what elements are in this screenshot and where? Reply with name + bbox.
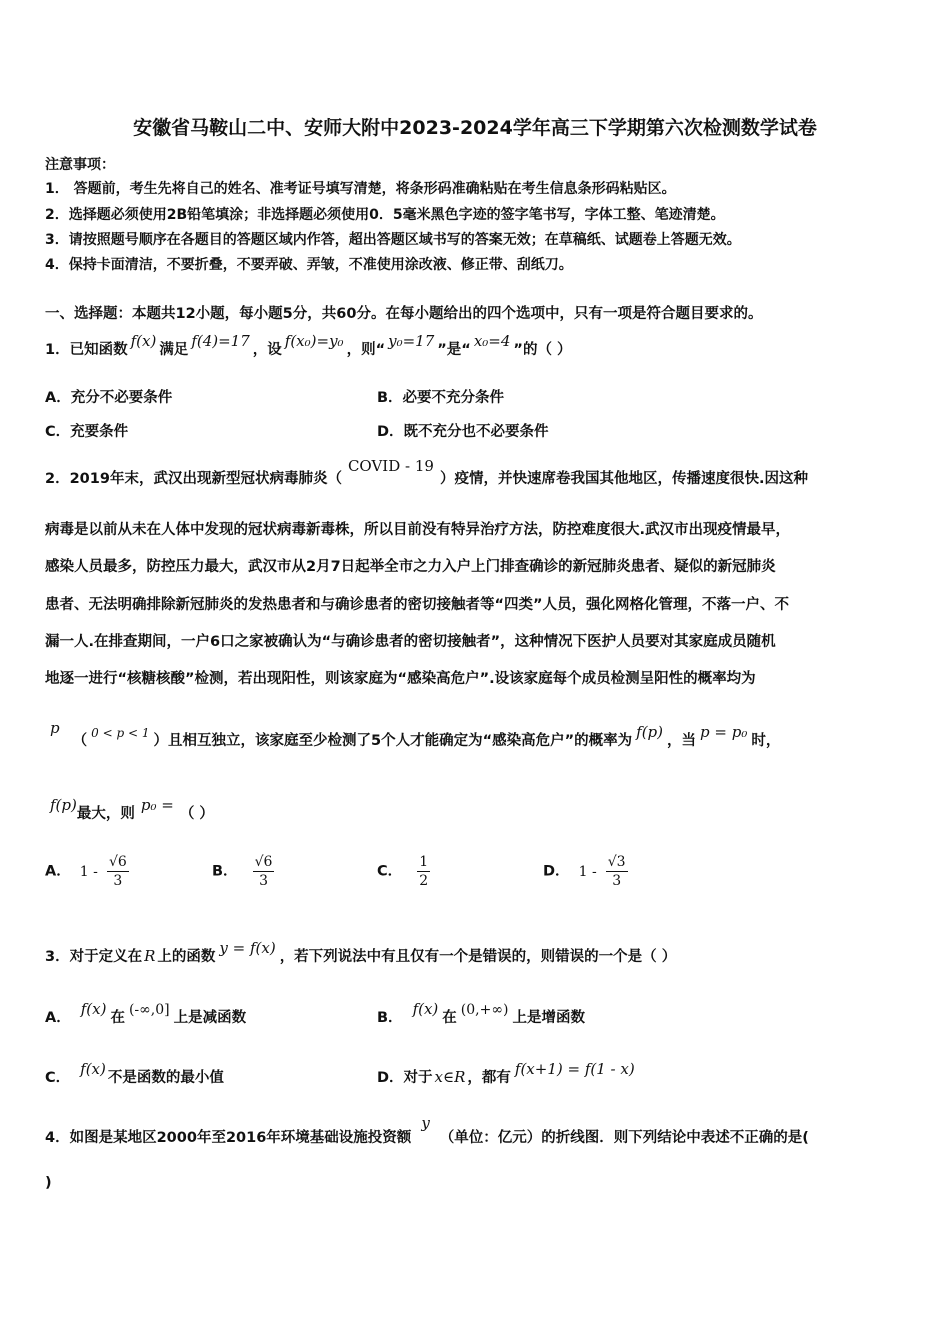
q2-math-fp: f(p) xyxy=(50,796,77,814)
q3-option-b[interactable] xyxy=(377,1000,585,1027)
option-text: 上是减函数 xyxy=(173,1010,247,1026)
q1-math-f4: f(4)=17 xyxy=(191,332,250,350)
q1-math-y0: y₀=17 xyxy=(388,332,435,350)
q2-text: ）且相互独立，该家庭至少检测了5个人才能确定为“感染高危户”的概率为 xyxy=(153,733,633,749)
q2-line-5: 地逐一进行“核糖核酸”检测，若出现阳性，则该家庭为“感染高危户”.设该家庭每个成员检测呈阳性的概率均为 xyxy=(45,671,756,687)
option-label: C． xyxy=(377,863,403,880)
q2-line-1: 病毒是以前从未在人体中发现的冠状病毒新毒株，所以目前没有特异治疗方法，防控难度很大.武汉市出现疫情最早， xyxy=(45,522,791,538)
q2-option-d[interactable] xyxy=(543,853,628,890)
option-label: B． xyxy=(212,863,238,880)
option-label: C． xyxy=(45,1070,71,1086)
q2-text: 最大，则 xyxy=(76,806,135,822)
notice-heading: 注意事项： xyxy=(45,157,115,173)
q2-text: ）疫情，并快速席卷我国其他地区，传播速度很快.因这种 xyxy=(439,471,808,487)
q2-line-3: 患者、无法明确排除新冠肺炎的发热患者和与确诊患者的密切接触者等“四类”人员，强化网格化管理，不落一户、不 xyxy=(45,597,790,613)
q4-text: （单位：亿元）的折线图．则下列结论中表述不正确的是( xyxy=(439,1130,809,1146)
math-equation: f(x+1) = f(1 - x) xyxy=(514,1060,635,1078)
question-1 xyxy=(45,332,572,359)
fraction: $\frac{√3}{3}$ xyxy=(607,854,626,889)
q2-line-2: 感染人员最多，防控压力最大，武汉市从2月7日起举全市之力入户上门排查确诊的新冠肺炎患者、疑似的新冠肺炎 xyxy=(45,559,776,575)
math-text: 1 - xyxy=(578,863,597,880)
q1-option-a[interactable]: A．充分不必要条件 xyxy=(45,390,173,406)
q2-line-6: p （ $^{0 < p < 1}$ ）且相互独立，该家庭至少检测了5个人才能确定为“感染高危户”的概率为 f(p) ，当 p = p₀ 时， xyxy=(50,719,781,749)
section-heading: 一、选择题：本题共12小题，每小题5分，共60分。在每小题给出的四个选项中，只有一项是符合题目要求的。 xyxy=(45,306,763,322)
notice-item-3: 3．请按照题号顺序在各题目的答题区域内作答，超出答题区域书写的答案无效；在草稿纸、试题卷上答题无效。 xyxy=(45,232,741,248)
option-text: 不是函数的最小值 xyxy=(107,1070,224,1086)
notice-item-1: 1． 答题前，考生先将自己的姓名、准考证号填写清楚，将条形码准确粘贴在考生信息条形码粘贴区。 xyxy=(45,181,676,197)
option-text: 在 xyxy=(442,1010,457,1026)
q2-text: （ ） xyxy=(179,806,214,822)
q2-covid: COVID - 19 xyxy=(347,457,434,475)
q3-text: 上的函数 xyxy=(157,949,216,965)
q2-option-c[interactable] xyxy=(377,853,430,890)
math-interval: (0,+∞) xyxy=(460,1002,509,1018)
fraction: $\frac{1}{2}$ xyxy=(419,854,429,889)
q3-option-d[interactable] xyxy=(377,1060,639,1087)
q2-option-b[interactable] xyxy=(212,853,274,890)
option-label: D． xyxy=(543,863,570,880)
page-title: 安徽省马鞍山二中、安师大附中2023-2024学年高三下学期第六次检测数学试卷 xyxy=(133,117,817,139)
math-fx: f(x) xyxy=(80,1000,107,1018)
q2-math-pp0: p = p₀ xyxy=(700,723,748,741)
q2-math-p: p xyxy=(50,719,60,737)
q1-option-b[interactable]: B．必要不充分条件 xyxy=(377,390,505,406)
q1-option-d[interactable]: D．既不充分也不必要条件 xyxy=(377,424,549,440)
q3-option-c[interactable] xyxy=(45,1060,224,1087)
q2-text: 2．2019年末，武汉出现新型冠状病毒肺炎（ xyxy=(45,471,342,487)
q4-line-2: ) xyxy=(45,1175,52,1191)
math-fx: f(x) xyxy=(412,1000,439,1018)
option-text: 上是增函数 xyxy=(512,1010,585,1026)
q1-text: ，则“ xyxy=(346,342,386,358)
q3-math-func: y = f(x) xyxy=(219,939,276,957)
q1-text: 1．已知函数 xyxy=(45,342,128,358)
math-fx: f(x) xyxy=(80,1060,106,1078)
q2-math-p0: p₀ = xyxy=(140,796,174,814)
q3-math-r: R xyxy=(144,947,156,965)
q2-math-cond: 0 < p < 1 xyxy=(91,726,150,740)
option-label: B． xyxy=(377,1010,403,1026)
q1-text: ”是“ xyxy=(437,342,471,358)
q1-option-c[interactable]: C．充要条件 xyxy=(45,424,129,440)
option-text: 在 xyxy=(110,1010,125,1026)
q2-option-a[interactable] xyxy=(45,853,129,890)
q4-text: 4．如图是某地区2000年至2016年环境基础设施投资额 xyxy=(45,1130,412,1146)
q4-math-y: y xyxy=(421,1114,430,1132)
q1-text: 满足 xyxy=(159,342,189,358)
q1-text: ，设 xyxy=(252,342,282,358)
question-2 xyxy=(45,457,808,488)
q3-text: ，若下列说法中有且仅有一个是错误的，则错误的一个是（ ） xyxy=(279,949,677,965)
q2-line-7 xyxy=(50,796,214,823)
notice-item-2: 2．选择题必须使用2B铅笔填涂；非选择题必须使用0．5毫米黑色字迹的签字笔书写，字体工整、笔迹清楚。 xyxy=(45,207,725,223)
fraction: $\frac{√6}{3}$ xyxy=(254,854,273,889)
option-label: A． xyxy=(45,863,71,880)
q1-math-fx0: f(x₀)=y₀ xyxy=(284,332,344,350)
option-text: ，都有 xyxy=(467,1070,511,1086)
option-label: A． xyxy=(45,1010,71,1026)
notice-item-4: 4．保持卡面清洁，不要折叠，不要弄破、弄皱，不准使用涂改液、修正带、刮纸刀。 xyxy=(45,257,573,273)
q3-option-a[interactable] xyxy=(45,1000,247,1027)
q1-math-x0: x₀=4 xyxy=(473,332,511,350)
q2-math-fp: f(p) xyxy=(636,723,664,741)
q1-math-fx: f(x) xyxy=(130,332,157,350)
math-text: 1 - xyxy=(79,863,98,880)
q2-text: ，当 xyxy=(667,733,697,749)
option-label: D．对于 xyxy=(377,1070,433,1086)
q1-text: ”的（ ） xyxy=(513,342,572,358)
question-3 xyxy=(45,939,677,966)
q3-text: 3．对于定义在 xyxy=(45,949,143,965)
fraction: $\frac{√6}{3}$ xyxy=(108,854,127,889)
question-4 xyxy=(45,1114,809,1147)
math-interval: (-∞,0] xyxy=(128,1002,170,1018)
q2-text: 时， xyxy=(751,733,781,749)
math-x-in-r: x∈R xyxy=(434,1068,466,1086)
q2-line-4: 漏一人.在排查期间，一户6口之家被确认为“与确诊患者的密切接触者”，这种情况下医护人员要对其家庭成员随机 xyxy=(45,634,776,650)
